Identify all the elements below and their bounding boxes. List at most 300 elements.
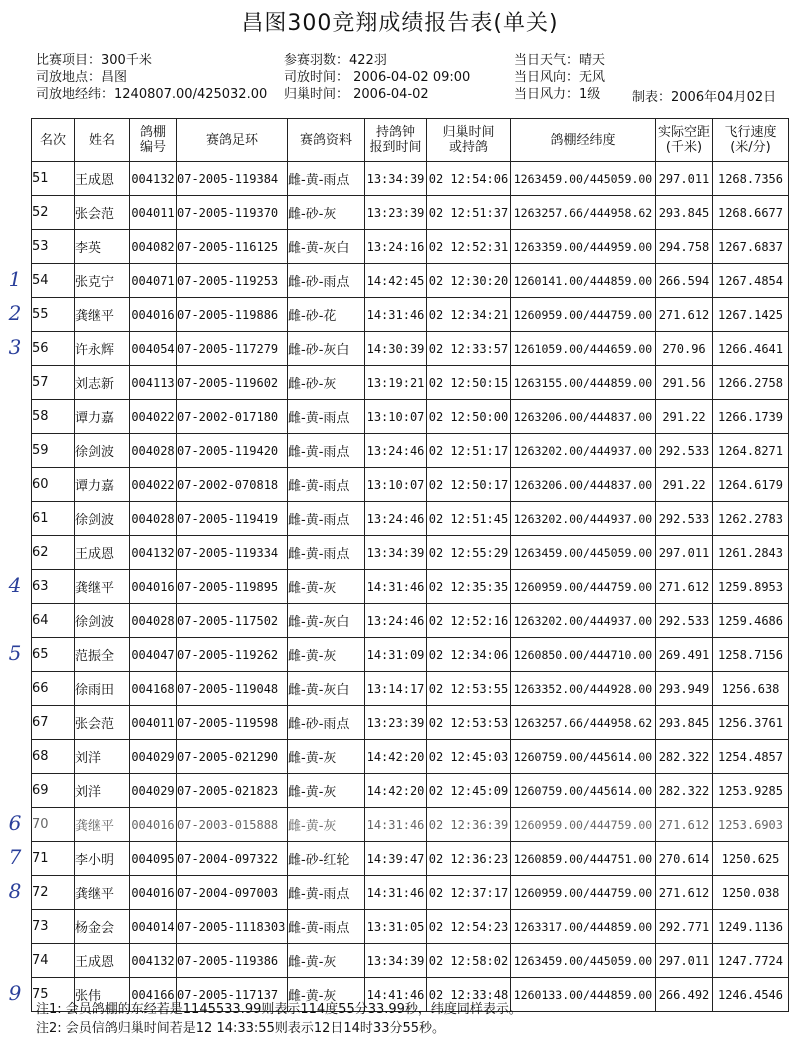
cell-speed: 1266.4641 (713, 332, 789, 366)
cell-name: 龚继平 (75, 298, 130, 332)
cell-loft-coordinates: 1260959.00/444759.00 (511, 570, 656, 604)
cell-loft-coordinates: 1261059.00/444659.00 (511, 332, 656, 366)
results-table (31, 118, 789, 1012)
cell-distance: 271.612 (656, 876, 713, 910)
cell-return-time: 02 12:36:23 (427, 842, 511, 876)
cell-speed: 1258.7156 (713, 638, 789, 672)
cell-speed: 1267.4854 (713, 264, 789, 298)
cell-return-time: 02 12:50:17 (427, 468, 511, 502)
table-row (32, 638, 789, 672)
cell-bird-info: 雌-黄-雨点 (288, 400, 365, 434)
handwritten-mark: 4 (8, 573, 22, 597)
cell-speed: 1250.038 (713, 876, 789, 910)
cell-speed: 1250.625 (713, 842, 789, 876)
cell-rank: 75 (32, 978, 75, 1012)
cell-distance: 270.614 (656, 842, 713, 876)
cell-bird-info: 雌-黄-雨点 (288, 468, 365, 502)
cell-return-time: 02 12:36:39 (427, 808, 511, 842)
cell-distance: 270.96 (656, 332, 713, 366)
cell-bird-info: 雌-黄-灰 (288, 808, 365, 842)
cell-clock-time: 14:31:46 (365, 808, 427, 842)
cell-clock-time: 14:42:20 (365, 740, 427, 774)
cell-loft-coordinates: 1260141.00/444859.00 (511, 264, 656, 298)
table-row (32, 944, 789, 978)
table-row (32, 400, 789, 434)
cell-bird-info: 雌-黄-灰 (288, 944, 365, 978)
cell-speed: 1254.4857 (713, 740, 789, 774)
table-row (32, 604, 789, 638)
cell-distance: 266.492 (656, 978, 713, 1012)
cell-rank: 68 (32, 740, 75, 774)
cell-clock-time: 14:31:46 (365, 298, 427, 332)
cell-loft-coordinates: 1263459.00/445059.00 (511, 162, 656, 196)
cell-loft-number: 004016 (130, 570, 177, 604)
cell-clock-time: 13:34:39 (365, 536, 427, 570)
cell-bird-info: 雌-黄-雨点 (288, 876, 365, 910)
cell-bird-info: 雌-黄-灰白 (288, 672, 365, 706)
cell-ring: 07-2005-119602 (177, 366, 288, 400)
release-time: 司放时间： 2006-04-02 09:00 (284, 70, 471, 85)
handwritten-mark: 1 (8, 267, 22, 291)
cell-distance: 291.56 (656, 366, 713, 400)
cell-loft-number: 004028 (130, 434, 177, 468)
table-row (32, 706, 789, 740)
cell-bird-info: 雌-砂-灰白 (288, 332, 365, 366)
cell-loft-coordinates: 1263459.00/445059.00 (511, 944, 656, 978)
cell-name: 李小明 (75, 842, 130, 876)
table-row (32, 162, 789, 196)
table-row (32, 468, 789, 502)
cell-distance: 292.533 (656, 434, 713, 468)
cell-ring: 07-2002-017180 (177, 400, 288, 434)
cell-distance: 271.612 (656, 808, 713, 842)
cell-bird-info: 雌-黄-灰 (288, 638, 365, 672)
cell-bird-info: 雌-砂-灰 (288, 366, 365, 400)
cell-name: 刘洋 (75, 774, 130, 808)
cell-loft-number: 004082 (130, 230, 177, 264)
cell-name: 龚继平 (75, 808, 130, 842)
cell-return-time: 02 12:33:57 (427, 332, 511, 366)
cell-loft-number: 004047 (130, 638, 177, 672)
cell-loft-number: 004016 (130, 298, 177, 332)
cell-return-time: 02 12:54:23 (427, 910, 511, 944)
cell-bird-info: 雌-黄-雨点 (288, 536, 365, 570)
cell-speed: 1267.1425 (713, 298, 789, 332)
release-location: 司放地点：昌图 (36, 70, 128, 85)
cell-loft-number: 004166 (130, 978, 177, 1012)
cell-speed: 1262.2783 (713, 502, 789, 536)
cell-ring: 07-2005-021290 (177, 740, 288, 774)
cell-bird-info: 雌-砂-灰 (288, 196, 365, 230)
cell-return-time: 02 12:53:55 (427, 672, 511, 706)
race-item: 比赛项目：300千米 (36, 53, 152, 68)
cell-rank: 70 (32, 808, 75, 842)
cell-loft-coordinates: 1260759.00/445614.00 (511, 740, 656, 774)
wind-direction: 当日风向：无风 (514, 70, 606, 85)
cell-name: 龚继平 (75, 570, 130, 604)
cell-loft-coordinates: 1260850.00/444710.00 (511, 638, 656, 672)
cell-return-time: 02 12:54:06 (427, 162, 511, 196)
cell-distance: 282.322 (656, 774, 713, 808)
cell-rank: 56 (32, 332, 75, 366)
cell-distance: 282.322 (656, 740, 713, 774)
cell-return-time: 02 12:33:48 (427, 978, 511, 1012)
cell-ring: 07-2005-119386 (177, 944, 288, 978)
cell-clock-time: 13:34:39 (365, 162, 427, 196)
table-row (32, 774, 789, 808)
table-row (32, 740, 789, 774)
header-loft-number: 鸽棚 编号 (130, 119, 177, 162)
header-return-time: 归巢时间 或持鸽 (427, 119, 511, 162)
cell-loft-coordinates: 1263206.00/444837.00 (511, 468, 656, 502)
entry-count: 参赛羽数：422羽 (284, 53, 387, 68)
cell-ring: 07-2005-021823 (177, 774, 288, 808)
cell-return-time: 02 12:52:31 (427, 230, 511, 264)
cell-loft-number: 004071 (130, 264, 177, 298)
cell-distance: 269.491 (656, 638, 713, 672)
cell-loft-number: 004011 (130, 706, 177, 740)
cell-clock-time: 14:42:45 (365, 264, 427, 298)
cell-bird-info: 雌-砂-雨点 (288, 264, 365, 298)
cell-loft-number: 004014 (130, 910, 177, 944)
handwritten-mark: 6 (8, 811, 22, 835)
tabulation-date: 制表：2006年04月02日 (632, 90, 777, 105)
cell-rank: 71 (32, 842, 75, 876)
cell-ring: 07-2005-119886 (177, 298, 288, 332)
table-row (32, 230, 789, 264)
cell-speed: 1259.4686 (713, 604, 789, 638)
cell-distance: 292.771 (656, 910, 713, 944)
cell-distance: 293.949 (656, 672, 713, 706)
cell-bird-info: 雌-黄-灰 (288, 774, 365, 808)
cell-speed: 1253.9285 (713, 774, 789, 808)
cell-distance: 291.22 (656, 400, 713, 434)
cell-ring: 07-2005-119420 (177, 434, 288, 468)
cell-rank: 69 (32, 774, 75, 808)
table-row (32, 536, 789, 570)
cell-name: 谭力嘉 (75, 468, 130, 502)
table-row (32, 876, 789, 910)
cell-distance: 271.612 (656, 570, 713, 604)
cell-return-time: 02 12:51:17 (427, 434, 511, 468)
cell-loft-coordinates: 1260959.00/444759.00 (511, 876, 656, 910)
cell-return-time: 02 12:51:37 (427, 196, 511, 230)
table-row (32, 842, 789, 876)
cell-clock-time: 13:14:17 (365, 672, 427, 706)
cell-return-time: 02 12:45:03 (427, 740, 511, 774)
cell-ring: 07-2005-119370 (177, 196, 288, 230)
cell-clock-time: 14:41:46 (365, 978, 427, 1012)
cell-loft-coordinates: 1263459.00/445059.00 (511, 536, 656, 570)
cell-name: 王成恩 (75, 944, 130, 978)
header-speed: 飞行速度 (米/分) (713, 119, 789, 162)
cell-distance: 293.845 (656, 196, 713, 230)
cell-name: 王成恩 (75, 536, 130, 570)
header-loft-coordinates: 鸽棚经纬度 (511, 119, 656, 162)
cell-return-time: 02 12:34:21 (427, 298, 511, 332)
race-info-column-1 (36, 52, 267, 103)
header-rank: 名次 (32, 119, 75, 162)
cell-loft-number: 004113 (130, 366, 177, 400)
handwritten-mark: 8 (8, 879, 22, 903)
cell-name: 徐剑波 (75, 434, 130, 468)
cell-speed: 1267.6837 (713, 230, 789, 264)
cell-speed: 1264.8271 (713, 434, 789, 468)
cell-speed: 1249.1136 (713, 910, 789, 944)
cell-distance: 294.758 (656, 230, 713, 264)
cell-return-time: 02 12:50:00 (427, 400, 511, 434)
cell-name: 谭力嘉 (75, 400, 130, 434)
cell-ring: 07-2005-119384 (177, 162, 288, 196)
cell-speed: 1268.7356 (713, 162, 789, 196)
cell-bird-info: 雌-砂-红轮 (288, 842, 365, 876)
cell-clock-time: 13:10:07 (365, 468, 427, 502)
cell-ring: 07-2005-117137 (177, 978, 288, 1012)
cell-loft-number: 004168 (130, 672, 177, 706)
cell-rank: 67 (32, 706, 75, 740)
race-info-column-3 (514, 52, 605, 103)
handwritten-mark: 9 (8, 981, 22, 1005)
cell-speed: 1256.3761 (713, 706, 789, 740)
weather: 当日天气：晴天 (514, 53, 606, 68)
cell-return-time: 02 12:53:53 (427, 706, 511, 740)
cell-return-time: 02 12:30:20 (427, 264, 511, 298)
cell-name: 张会范 (75, 706, 130, 740)
cell-loft-coordinates: 1263202.00/444937.00 (511, 604, 656, 638)
cell-name: 龚继平 (75, 876, 130, 910)
handwritten-mark: 3 (8, 335, 22, 359)
cell-loft-number: 004132 (130, 162, 177, 196)
cell-rank: 72 (32, 876, 75, 910)
cell-distance: 266.594 (656, 264, 713, 298)
cell-bird-info: 雌-黄-雨点 (288, 502, 365, 536)
cell-speed: 1264.6179 (713, 468, 789, 502)
cell-clock-time: 13:31:05 (365, 910, 427, 944)
cell-bird-info: 雌-黄-灰白 (288, 230, 365, 264)
cell-ring: 07-2003-015888 (177, 808, 288, 842)
table-row (32, 502, 789, 536)
cell-return-time: 02 12:55:29 (427, 536, 511, 570)
cell-return-time: 02 12:34:06 (427, 638, 511, 672)
cell-name: 范振全 (75, 638, 130, 672)
table-row (32, 366, 789, 400)
cell-clock-time: 14:39:47 (365, 842, 427, 876)
cell-distance: 292.533 (656, 604, 713, 638)
cell-return-time: 02 12:52:16 (427, 604, 511, 638)
cell-name: 张会范 (75, 196, 130, 230)
cell-loft-coordinates: 1260133.00/444859.00 (511, 978, 656, 1012)
cell-speed: 1247.7724 (713, 944, 789, 978)
header-row (32, 119, 789, 162)
cell-loft-coordinates: 1263359.00/444959.00 (511, 230, 656, 264)
cell-return-time: 02 12:45:09 (427, 774, 511, 808)
cell-speed: 1253.6903 (713, 808, 789, 842)
cell-loft-coordinates: 1263206.00/444837.00 (511, 400, 656, 434)
cell-distance: 291.22 (656, 468, 713, 502)
cell-clock-time: 13:24:46 (365, 604, 427, 638)
cell-loft-number: 004028 (130, 502, 177, 536)
footnote-1: 注1: 会员鸽棚的东经若是1145533.99则表示114度55分33.99秒，纬度同样表示。 (36, 1002, 522, 1017)
cell-clock-time: 13:23:39 (365, 196, 427, 230)
cell-bird-info: 雌-砂-雨点 (288, 706, 365, 740)
cell-ring: 07-2002-070818 (177, 468, 288, 502)
cell-loft-coordinates: 1263352.00/444928.00 (511, 672, 656, 706)
cell-loft-number: 004016 (130, 808, 177, 842)
cell-ring: 07-2005-119253 (177, 264, 288, 298)
cell-loft-number: 004132 (130, 536, 177, 570)
cell-ring: 07-2005-117279 (177, 332, 288, 366)
cell-ring: 07-2005-116125 (177, 230, 288, 264)
cell-rank: 65 (32, 638, 75, 672)
table-row (32, 910, 789, 944)
handwritten-mark: 7 (8, 845, 22, 869)
cell-loft-number: 004054 (130, 332, 177, 366)
cell-name: 徐剑波 (75, 502, 130, 536)
cell-clock-time: 14:31:46 (365, 876, 427, 910)
cell-rank: 55 (32, 298, 75, 332)
header-distance: 实际空距 (千米) (656, 119, 713, 162)
cell-rank: 61 (32, 502, 75, 536)
cell-name: 王成恩 (75, 162, 130, 196)
table-row (32, 196, 789, 230)
cell-bird-info: 雌-黄-灰白 (288, 604, 365, 638)
cell-loft-number: 004132 (130, 944, 177, 978)
cell-loft-coordinates: 1260859.00/444751.00 (511, 842, 656, 876)
cell-loft-coordinates: 1263202.00/444937.00 (511, 502, 656, 536)
cell-loft-coordinates: 1263155.00/444859.00 (511, 366, 656, 400)
cell-ring: 07-2005-119262 (177, 638, 288, 672)
release-coordinates: 司放地经纬：1240807.00/425032.00 (36, 87, 268, 102)
cell-loft-number: 004022 (130, 468, 177, 502)
cell-clock-time: 14:42:20 (365, 774, 427, 808)
cell-clock-time: 13:19:21 (365, 366, 427, 400)
cell-name: 刘洋 (75, 740, 130, 774)
cell-rank: 57 (32, 366, 75, 400)
cell-clock-time: 13:23:39 (365, 706, 427, 740)
header-name: 姓名 (75, 119, 130, 162)
cell-speed: 1246.4546 (713, 978, 789, 1012)
cell-speed: 1266.2758 (713, 366, 789, 400)
cell-name: 张伟 (75, 978, 130, 1012)
cell-bird-info: 雌-黄-雨点 (288, 434, 365, 468)
cell-ring: 07-2005-119334 (177, 536, 288, 570)
cell-clock-time: 13:34:39 (365, 944, 427, 978)
cell-loft-number: 004011 (130, 196, 177, 230)
cell-rank: 74 (32, 944, 75, 978)
table-row (32, 332, 789, 366)
cell-loft-number: 004022 (130, 400, 177, 434)
cell-clock-time: 14:31:09 (365, 638, 427, 672)
footnote-2: 注2: 会员信鸽归巢时间若是12 14:33:55则表示12日14时33分55秒。 (36, 1021, 446, 1036)
header-ring: 赛鸽足环 (177, 119, 288, 162)
cell-ring: 07-2005-119598 (177, 706, 288, 740)
cell-distance: 271.612 (656, 298, 713, 332)
cell-rank: 62 (32, 536, 75, 570)
cell-name: 张克宁 (75, 264, 130, 298)
cell-rank: 58 (32, 400, 75, 434)
cell-name: 李英 (75, 230, 130, 264)
cell-loft-number: 004029 (130, 774, 177, 808)
cell-bird-info: 雌-砂-花 (288, 298, 365, 332)
cell-loft-number: 004095 (130, 842, 177, 876)
report-title: 昌图300竞翔成绩报告表(单关) (241, 11, 559, 36)
cell-rank: 54 (32, 264, 75, 298)
cell-clock-time: 13:24:46 (365, 502, 427, 536)
cell-rank: 52 (32, 196, 75, 230)
cell-ring: 07-2005-119048 (177, 672, 288, 706)
cell-clock-time: 14:30:39 (365, 332, 427, 366)
cell-speed: 1259.8953 (713, 570, 789, 604)
cell-clock-time: 13:24:16 (365, 230, 427, 264)
cell-rank: 51 (32, 162, 75, 196)
cell-bird-info: 雌-黄-雨点 (288, 910, 365, 944)
cell-loft-coordinates: 1263317.00/444859.00 (511, 910, 656, 944)
cell-ring: 07-2005-119419 (177, 502, 288, 536)
cell-name: 刘志新 (75, 366, 130, 400)
return-time: 归巢时间： 2006-04-02 (284, 87, 429, 102)
cell-loft-coordinates: 1260759.00/445614.00 (511, 774, 656, 808)
cell-return-time: 02 12:50:15 (427, 366, 511, 400)
wind-force: 当日风力：1级 (514, 87, 601, 102)
header-clock-time: 持鸽钟 报到时间 (365, 119, 427, 162)
cell-rank: 53 (32, 230, 75, 264)
cell-name: 徐雨田 (75, 672, 130, 706)
cell-distance: 297.011 (656, 162, 713, 196)
cell-bird-info: 雌-黄-灰 (288, 978, 365, 1012)
cell-return-time: 02 12:37:17 (427, 876, 511, 910)
footnotes (36, 1000, 522, 1038)
cell-speed: 1268.6677 (713, 196, 789, 230)
cell-rank: 66 (32, 672, 75, 706)
cell-rank: 64 (32, 604, 75, 638)
cell-ring: 07-2005-1118303 (177, 910, 288, 944)
race-info-column-2 (284, 52, 470, 103)
cell-ring: 07-2004-097003 (177, 876, 288, 910)
cell-ring: 07-2005-119895 (177, 570, 288, 604)
cell-bird-info: 雌-黄-雨点 (288, 162, 365, 196)
cell-return-time: 02 12:35:35 (427, 570, 511, 604)
table-row (32, 570, 789, 604)
table-row (32, 298, 789, 332)
cell-loft-coordinates: 1260959.00/444759.00 (511, 298, 656, 332)
handwritten-mark: 5 (8, 641, 22, 665)
cell-loft-number: 004016 (130, 876, 177, 910)
cell-loft-coordinates: 1260959.00/444759.00 (511, 808, 656, 842)
cell-loft-number: 004028 (130, 604, 177, 638)
cell-rank: 63 (32, 570, 75, 604)
cell-loft-coordinates: 1263257.66/444958.62 (511, 196, 656, 230)
table-row (32, 672, 789, 706)
cell-bird-info: 雌-黄-灰 (288, 740, 365, 774)
cell-speed: 1256.638 (713, 672, 789, 706)
cell-rank: 60 (32, 468, 75, 502)
cell-name: 许永辉 (75, 332, 130, 366)
header-bird-info: 赛鸽资料 (288, 119, 365, 162)
cell-name: 杨金会 (75, 910, 130, 944)
cell-rank: 59 (32, 434, 75, 468)
cell-return-time: 02 12:51:45 (427, 502, 511, 536)
cell-distance: 292.533 (656, 502, 713, 536)
table-row (32, 434, 789, 468)
cell-loft-coordinates: 1263257.66/444958.62 (511, 706, 656, 740)
table-row (32, 264, 789, 298)
cell-bird-info: 雌-黄-灰 (288, 570, 365, 604)
cell-loft-number: 004029 (130, 740, 177, 774)
cell-speed: 1261.2843 (713, 536, 789, 570)
cell-rank: 73 (32, 910, 75, 944)
cell-speed: 1266.1739 (713, 400, 789, 434)
cell-loft-coordinates: 1263202.00/444937.00 (511, 434, 656, 468)
